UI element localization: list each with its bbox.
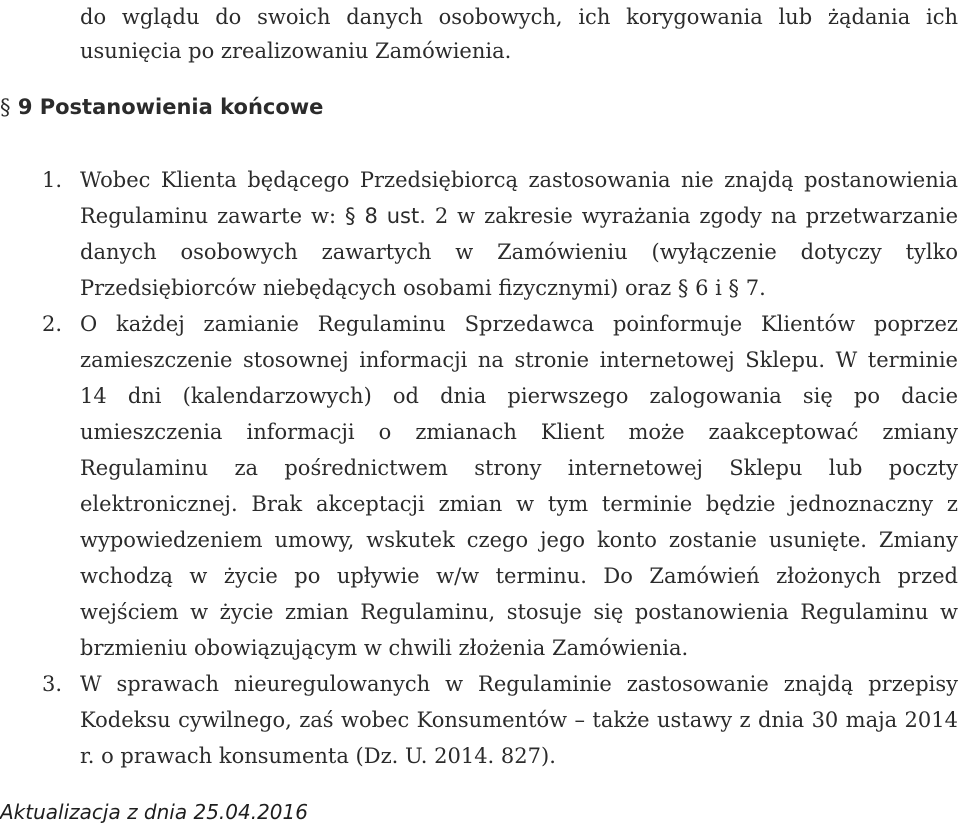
list-number: 3. <box>42 672 63 696</box>
section-title: 9 Postanowienia końcowe <box>17 95 324 119</box>
intro-paragraph: do wglądu do swoich danych osobowych, ich korygowania lub żądania ich usunięcia po zrealizowaniu Zamówienia. <box>80 5 958 63</box>
provisions-list <box>0 162 958 774</box>
list-text-part-c: 2 w zakresie wyrażania zgody na przetwarzanie danych osobowych zawartych w Zamówieniu (wyłączenie dotyczy tylko Przedsiębiorców niebędących osobami fizycznymi) oraz § 6 i § 7. <box>80 204 959 300</box>
list-text: O każdej zamianie Regulaminu Sprzedawca poinformuje Klientów poprzez zamieszczenie stosownej informacji na stronie internetowej Sklepu. W terminie 14 dni (kalendarzowych) od dnia pierwszego zalogowania się po dacie umieszczenia informacji o zmianach Klient może zaakceptować zmiany Regulaminu za pośrednictwem strony internetowej Sklepu lub poczty elektronicznej. Brak akceptacji zmian w tym terminie będzie jednoznaczny z wypowiedzeniem umowy, wskutek czego jego konto zostanie usunięte. Zmiany wchodzą w życie po upływie w/w terminu. Do Zamówień złożonych przed wejściem w życie zmian Regulaminu, stosuje się postanowienia Regulaminu w brzmieniu obowiązującym w chwili złożenia Zamówienia. <box>80 312 958 660</box>
list-item-3 <box>0 666 958 774</box>
list-item-2 <box>0 306 958 666</box>
section-sign: § <box>0 95 11 119</box>
list-number: 1. <box>42 168 63 192</box>
list-item-1 <box>0 162 958 306</box>
section-heading <box>0 90 900 124</box>
list-text-part-a: Wobec Klienta będącego Przedsiębiorcą zastosowania nie znajdą postanowienia Regulaminu zawarte w: <box>80 168 958 228</box>
list-text: W sprawach nieuregulowanych w Regulaminie zastosowanie znajdą przepisy Kodeksu cywilnego, zaś wobec Konsumentów – także ustawy z dnia 30 maja 2014 r. o prawach konsumenta (Dz. U. 2014. 827). <box>80 672 958 768</box>
list-number: 2. <box>42 312 63 336</box>
update-date-note: Aktualizacja z dnia 25.04.2016 <box>0 800 308 824</box>
list-text-part-b: § 8 ust. <box>345 204 426 228</box>
